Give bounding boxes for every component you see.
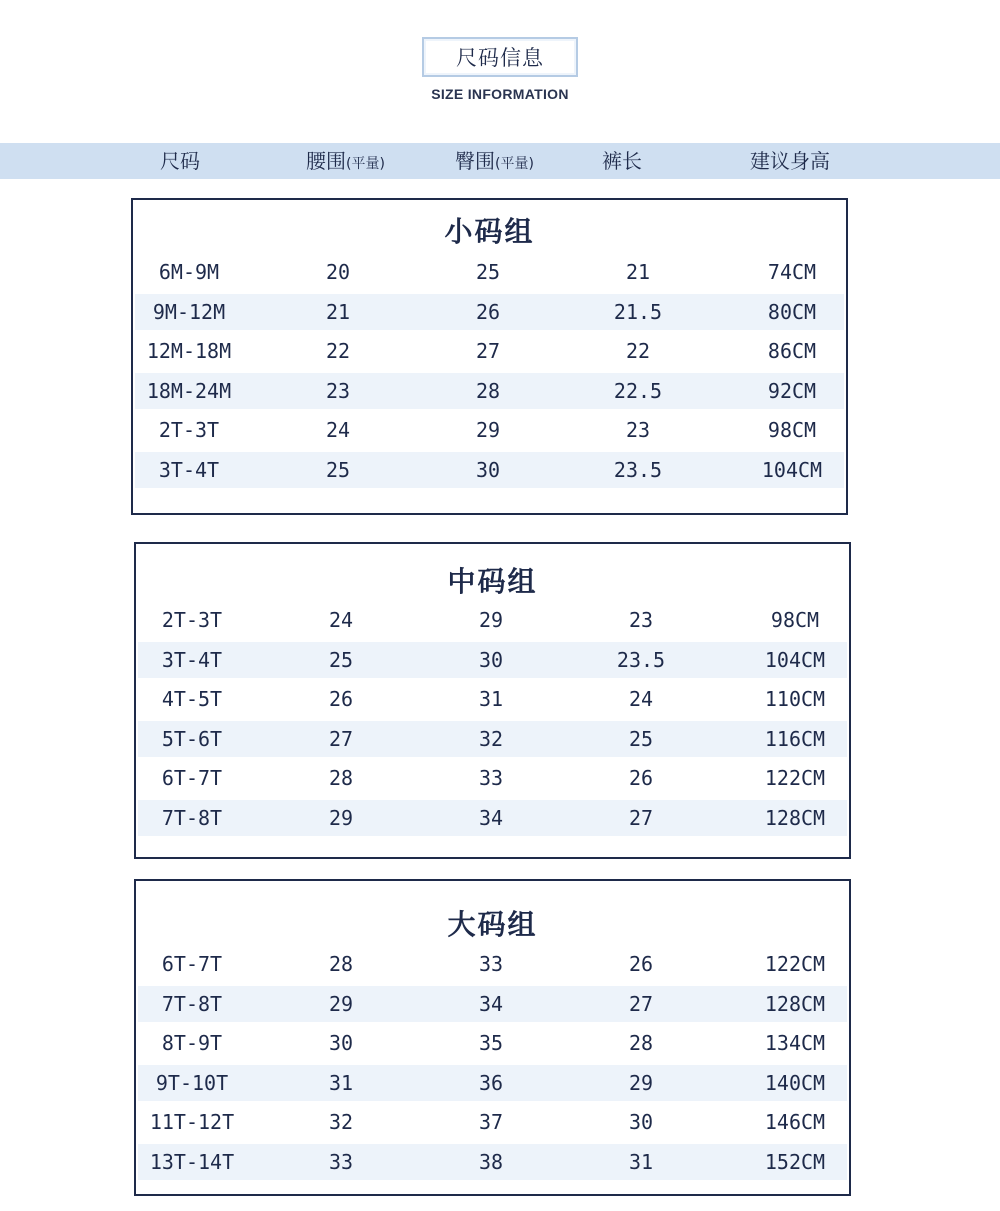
cell-length: 31 xyxy=(628,1149,654,1174)
table-row xyxy=(138,986,847,1022)
cell-size: 6T-7T xyxy=(161,766,223,790)
cell-hip: 34 xyxy=(478,805,504,830)
cell-size: 7T-8T xyxy=(161,805,223,830)
cell-hip: 26 xyxy=(475,299,501,324)
cell-height: 104CM xyxy=(761,457,823,482)
table-row xyxy=(138,642,847,678)
header-size: 尺码 xyxy=(160,149,200,173)
header-height: 建议身高 xyxy=(750,149,830,173)
cell-waist: 25 xyxy=(328,647,354,672)
table-row xyxy=(138,1144,847,1180)
size-group-large xyxy=(134,879,851,1196)
table-header xyxy=(0,143,1000,179)
cell-length: 22 xyxy=(625,339,651,363)
cell-size: 9M-12M xyxy=(152,299,226,324)
table-row xyxy=(138,681,847,717)
cell-waist: 30 xyxy=(328,1031,354,1055)
cell-hip: 25 xyxy=(475,260,501,284)
cell-waist: 27 xyxy=(328,726,354,751)
cell-size: 4T-5T xyxy=(161,687,223,711)
cell-size: 5T-6T xyxy=(161,726,223,751)
table-row xyxy=(135,412,844,448)
cell-waist: 31 xyxy=(328,1070,354,1095)
size-group-small xyxy=(131,198,848,515)
cell-hip: 34 xyxy=(478,991,504,1016)
cell-height: 80CM xyxy=(767,299,817,324)
cell-height: 92CM xyxy=(767,378,817,403)
cell-size: 8T-9T xyxy=(161,1031,223,1055)
cell-waist: 23 xyxy=(325,378,351,403)
table-row xyxy=(138,800,847,836)
cell-hip: 30 xyxy=(475,457,501,482)
cell-hip: 30 xyxy=(478,647,504,672)
cell-length: 21 xyxy=(625,260,651,284)
header-hip xyxy=(455,143,534,179)
cell-waist: 26 xyxy=(328,687,354,711)
cell-size: 2T-3T xyxy=(161,608,223,632)
table-row xyxy=(135,294,844,330)
cell-length: 24 xyxy=(628,687,654,711)
cell-length: 28 xyxy=(628,1031,654,1055)
table-row xyxy=(138,1104,847,1140)
cell-waist: 28 xyxy=(328,952,354,976)
cell-hip: 37 xyxy=(478,1110,504,1134)
header-waist-label: 腰围 xyxy=(306,149,346,173)
header-hip-note: (平量) xyxy=(495,156,534,172)
cell-size: 3T-4T xyxy=(158,457,220,482)
cell-size: 2T-3T xyxy=(158,418,220,442)
cell-length: 26 xyxy=(628,766,654,790)
cell-length: 29 xyxy=(628,1070,654,1095)
cell-height: 110CM xyxy=(764,687,826,711)
group-title: 大码组 xyxy=(447,908,538,941)
table-row xyxy=(135,452,844,488)
cell-waist: 20 xyxy=(325,260,351,284)
cell-height: 122CM xyxy=(764,952,826,976)
cell-length: 23 xyxy=(625,418,651,442)
cell-waist: 21 xyxy=(325,299,351,324)
cell-size: 12M-18M xyxy=(146,339,232,363)
cell-size: 18M-24M xyxy=(146,378,232,403)
cell-height: 86CM xyxy=(767,339,817,363)
cell-hip: 28 xyxy=(475,378,501,403)
cell-hip: 29 xyxy=(475,418,501,442)
cell-height: 122CM xyxy=(764,766,826,790)
cell-hip: 33 xyxy=(478,766,504,790)
header-waist-note: (平量) xyxy=(346,156,385,172)
section-title: 尺码信息 xyxy=(422,37,578,77)
header-waist xyxy=(306,143,385,179)
table-row xyxy=(135,373,844,409)
table-row xyxy=(135,254,844,290)
cell-hip: 36 xyxy=(478,1070,504,1095)
cell-length: 27 xyxy=(628,805,654,830)
cell-height: 152CM xyxy=(764,1149,826,1174)
table-row xyxy=(138,1065,847,1101)
cell-height: 98CM xyxy=(767,418,817,442)
cell-size: 6T-7T xyxy=(161,952,223,976)
header-length: 裤长 xyxy=(602,149,642,173)
cell-length: 27 xyxy=(628,991,654,1016)
cell-height: 98CM xyxy=(770,608,820,632)
cell-hip: 33 xyxy=(478,952,504,976)
cell-waist: 24 xyxy=(328,608,354,632)
section-subtitle: SIZE INFORMATION xyxy=(431,86,569,102)
table-row xyxy=(138,1025,847,1061)
cell-waist: 24 xyxy=(325,418,351,442)
cell-size: 13T-14T xyxy=(149,1149,235,1174)
cell-hip: 29 xyxy=(478,608,504,632)
cell-waist: 29 xyxy=(328,991,354,1016)
table-row xyxy=(138,602,847,638)
cell-size: 9T-10T xyxy=(155,1070,229,1095)
cell-height: 74CM xyxy=(767,260,817,284)
header-hip-label: 臀围 xyxy=(455,149,495,173)
cell-size: 6M-9M xyxy=(158,260,220,284)
size-group-medium xyxy=(134,542,851,859)
cell-waist: 28 xyxy=(328,766,354,790)
cell-size: 11T-12T xyxy=(149,1110,235,1134)
cell-waist: 22 xyxy=(325,339,351,363)
cell-length: 23.5 xyxy=(616,647,666,672)
table-row xyxy=(135,333,844,369)
cell-length: 26 xyxy=(628,952,654,976)
cell-length: 30 xyxy=(628,1110,654,1134)
cell-waist: 32 xyxy=(328,1110,354,1134)
cell-size: 3T-4T xyxy=(161,647,223,672)
cell-waist: 25 xyxy=(325,457,351,482)
cell-waist: 33 xyxy=(328,1149,354,1174)
cell-height: 128CM xyxy=(764,991,826,1016)
cell-length: 23 xyxy=(628,608,654,632)
cell-length: 23.5 xyxy=(613,457,663,482)
cell-height: 134CM xyxy=(764,1031,826,1055)
cell-waist: 29 xyxy=(328,805,354,830)
cell-height: 140CM xyxy=(764,1070,826,1095)
table-row xyxy=(138,946,847,982)
cell-height: 104CM xyxy=(764,647,826,672)
group-title: 小码组 xyxy=(444,215,535,248)
cell-height: 116CM xyxy=(764,726,826,751)
cell-hip: 27 xyxy=(475,339,501,363)
cell-hip: 31 xyxy=(478,687,504,711)
cell-height: 146CM xyxy=(764,1110,826,1134)
table-row xyxy=(138,760,847,796)
cell-length: 25 xyxy=(628,726,654,751)
cell-hip: 38 xyxy=(478,1149,504,1174)
group-title: 中码组 xyxy=(447,565,538,598)
cell-hip: 32 xyxy=(478,726,504,751)
cell-length: 22.5 xyxy=(613,378,663,403)
table-row xyxy=(138,721,847,757)
cell-size: 7T-8T xyxy=(161,991,223,1016)
cell-hip: 35 xyxy=(478,1031,504,1055)
cell-height: 128CM xyxy=(764,805,826,830)
cell-length: 21.5 xyxy=(613,299,663,324)
